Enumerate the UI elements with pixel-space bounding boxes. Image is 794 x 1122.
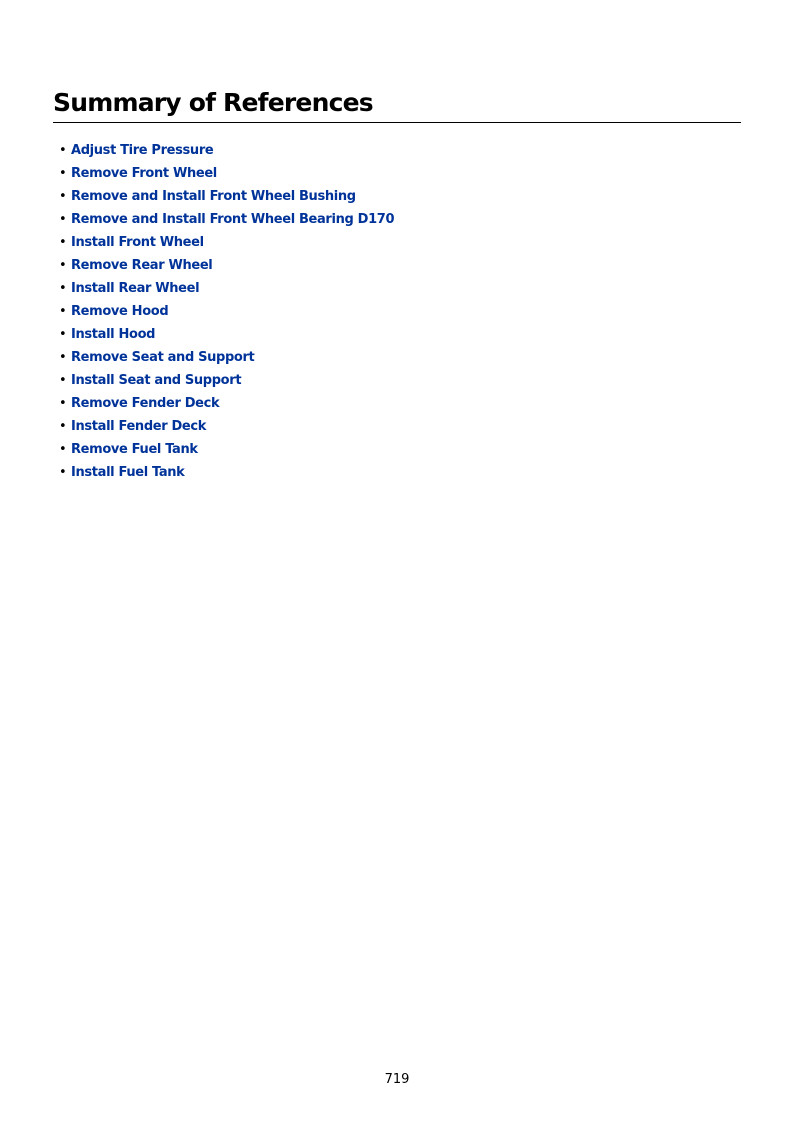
list-item — [59, 392, 394, 415]
bullet-icon: • — [59, 419, 67, 434]
list-item — [59, 415, 394, 438]
list-item — [59, 162, 394, 185]
bullet-icon: • — [59, 304, 67, 319]
list-item — [59, 185, 394, 208]
reference-link-remove-seat-and-support[interactable]: Remove Seat and Support — [71, 350, 255, 365]
list-item — [59, 346, 394, 369]
bullet-icon: • — [59, 212, 67, 227]
bullet-icon: • — [59, 281, 67, 296]
bullet-icon: • — [59, 465, 67, 480]
reference-link-remove-fuel-tank[interactable]: Remove Fuel Tank — [71, 442, 198, 457]
list-item — [59, 208, 394, 231]
reference-link-install-rear-wheel[interactable]: Install Rear Wheel — [71, 281, 200, 296]
bullet-icon: • — [59, 396, 67, 411]
bullet-icon: • — [59, 143, 67, 158]
reference-list — [59, 139, 394, 484]
page-title: Summary of References — [53, 88, 373, 117]
reference-link-remove-fender-deck[interactable]: Remove Fender Deck — [71, 396, 220, 411]
reference-link-adjust-tire-pressure[interactable]: Adjust Tire Pressure — [71, 143, 214, 158]
bullet-icon: • — [59, 258, 67, 273]
reference-link-remove-front-wheel[interactable]: Remove Front Wheel — [71, 166, 217, 181]
list-item — [59, 323, 394, 346]
title-divider — [53, 122, 741, 123]
list-item — [59, 231, 394, 254]
reference-link-install-front-wheel[interactable]: Install Front Wheel — [71, 235, 204, 250]
bullet-icon: • — [59, 350, 67, 365]
reference-link-install-hood[interactable]: Install Hood — [71, 327, 156, 342]
reference-link-install-fender-deck[interactable]: Install Fender Deck — [71, 419, 207, 434]
list-item — [59, 369, 394, 392]
bullet-icon: • — [59, 166, 67, 181]
reference-link-front-wheel-bearing[interactable]: Remove and Install Front Wheel Bearing D170 — [71, 212, 395, 227]
list-item — [59, 254, 394, 277]
reference-link-remove-rear-wheel[interactable]: Remove Rear Wheel — [71, 258, 213, 273]
bullet-icon: • — [59, 189, 67, 204]
reference-link-install-seat-and-support[interactable]: Install Seat and Support — [71, 373, 242, 388]
list-item — [59, 300, 394, 323]
list-item — [59, 461, 394, 484]
list-item — [59, 139, 394, 162]
reference-link-front-wheel-bushing[interactable]: Remove and Install Front Wheel Bushing — [71, 189, 356, 204]
list-item — [59, 438, 394, 461]
reference-link-install-fuel-tank[interactable]: Install Fuel Tank — [71, 465, 185, 480]
bullet-icon: • — [59, 442, 67, 457]
bullet-icon: • — [59, 373, 67, 388]
bullet-icon: • — [59, 235, 67, 250]
page-number: 719 — [384, 1072, 410, 1087]
list-item — [59, 277, 394, 300]
reference-link-remove-hood[interactable]: Remove Hood — [71, 304, 169, 319]
bullet-icon: • — [59, 327, 67, 342]
